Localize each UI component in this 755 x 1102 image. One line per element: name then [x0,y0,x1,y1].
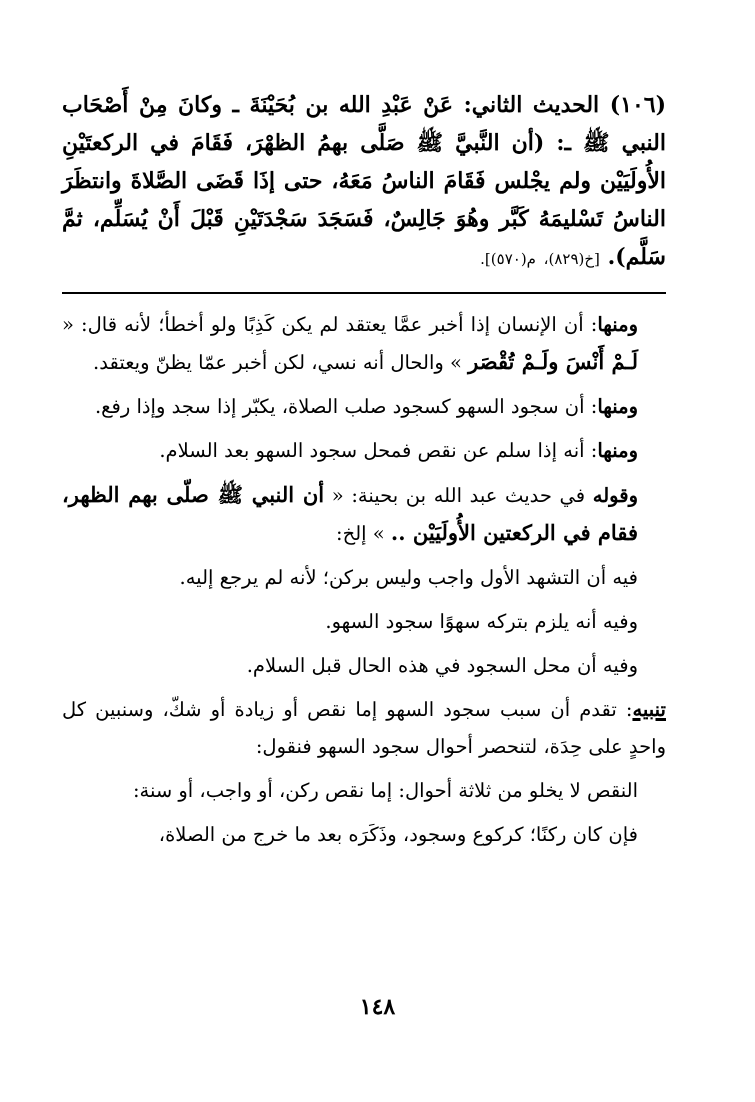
paragraph-text: : أن سجود السهو كسجود صلب الصلاة، يكبّر إذا سجد وإذا رفع. [94,395,598,418]
commentary-paragraph [62,432,666,469]
paragraph-lead: ومنها [597,313,638,336]
note-line: وفيه أن محل السجود في هذه الحال قبل السلام. [246,654,638,677]
paragraph-text: : أنه إذا سلم عن نقص فمحل سجود السهو بعد السلام. [159,439,598,462]
commentary-paragraph [62,476,666,552]
hadith-line-1: (١٠٦) الحديث الثاني: عَنْ عَبْدِ الله بن بُحَيْنَةَ ـ وكانَ مِنْ أَصْحَاب [62,92,666,118]
paragraph-text: : أن الإنسان إذا أخبر عمَّا يعتقد لم يكن كَذِبًا ولو أخطأ؛ لأنه قال: « [62,313,598,336]
tanbih-text: : تقدم أن سبب سجود السهو إما نقص أو زيادة أو شكّ، وسنبين كل واحدٍ على حِدَة، لتنحصر أحوال سجود السهو فنقول: [62,698,666,758]
hadith-reference: [خ(٨٢٩)، [543,250,600,268]
commentary-paragraph [62,388,666,425]
paragraph-lead: وقوله [592,484,638,507]
hadith-line-4: كَبَّر وهُوَ جَالِسٌ، فَسَجَدَ سَجْدَتَيْنِ قَبْلَ أَنْ يُسَلِّم، ثمَّ سَلَّم). [62,206,666,270]
page-content [62,86,666,860]
last-paragraph: فإن كان ركنًا؛ كركوع وسجود، وذَكَرَه بعد ما خرج من الصلاة، [158,823,638,846]
commentary-paragraph [62,306,666,381]
quoted-phrase: لَـمْ أَنْسَ ولَـمْ تُقْصَر [468,349,638,374]
hadith-line-3: ولم يجْلس فَقَامَ الناسُ مَعَهُ، حتى إذَا قَضَى الصَّلاةَ وانتظَرَ الناسُ تَسْليمَهُ [62,168,666,232]
commentary [62,306,666,853]
tanbih-paragraph [62,691,666,765]
paragraph-tail: » إلخ: [336,522,385,545]
tanbih-label: تنبيه [632,698,666,721]
separator-rule [62,292,666,294]
page-number: ١٤٨ [359,994,396,1020]
quoted-phrase: أن النبي ﷺ صلّى بهم الظهر، فقام في الركعتين الأُولَيَيْن .. [62,482,638,545]
paragraph-tail: » والحال أنه نسي، لكن أخبر عمّا يظنّ ويعتقد. [93,351,462,374]
note-line: فيه أن التشهد الأول واجب وليس بركن؛ لأنه لم يرجع إليه. [179,566,638,589]
naqs-paragraph: النقص لا يخلو من ثلاثة أحوال: إما نقص ركن، أو واجب، أو سنة: [132,779,638,802]
note-line: وفيه أنه يلزم بتركه سهوًا سجود السهو. [325,610,638,633]
hadith-reference-cont: م(٥٧٠)]. [480,250,536,268]
paragraph-text: في حديث عبد الله بن بحينة: « [331,484,593,507]
paragraph-lead: ومنها [597,395,638,418]
hadith-line-2: النبي ﷺ ـ: (أن النَّبيَّ ﷺ صَلَّى بهمُ الظهْرَ، فَقَامَ في الركعتَيْنِ الأُولَيَيْن [62,130,666,194]
hadith-text [62,86,666,278]
paragraph-lead: ومنها [597,439,638,462]
